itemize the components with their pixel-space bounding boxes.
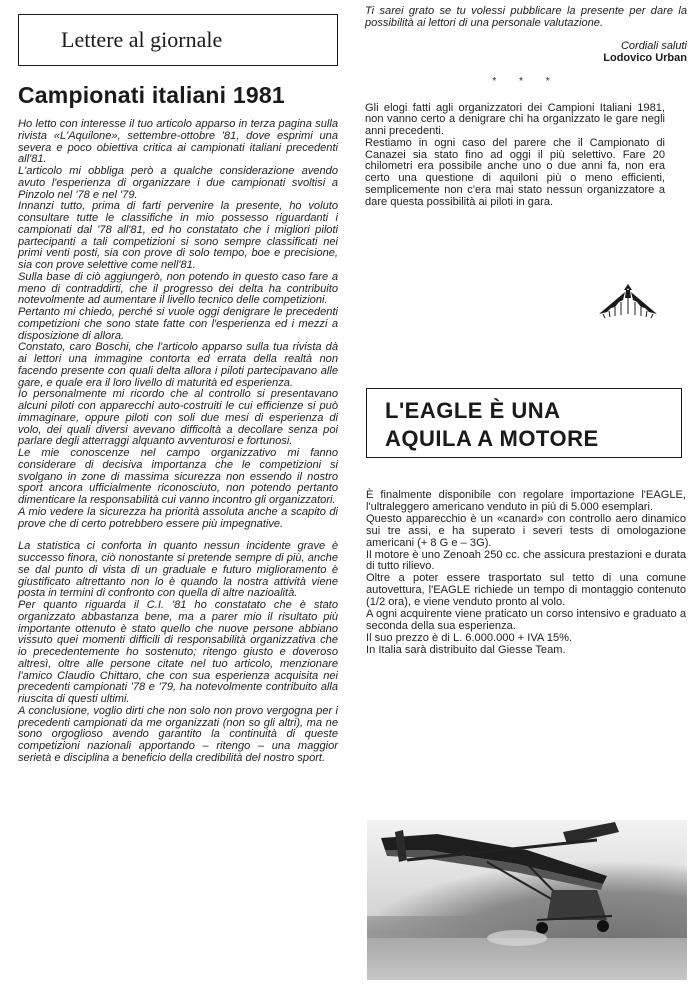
closing-greeting: Cordiali saluti [620,39,687,52]
letter-closing-paragraph: Ti sarei grato se tu volessi pubblicare la presente per dare la possibilità ai lettori di una personale valutazione. [365,5,687,29]
ultralight-aircraft-icon [367,820,687,980]
letter-paragraph: La statistica ci conforta in quanto nessun incidente grave è successo finora, ciò nonostante si pretende sempre di più, anche se dal punto di vista di un graduale e futuro miglioramento è giustificato altrettanto non lo è quando la nostra attività viene posta in termini di confronto con quella di altre nazioalità. [18,540,338,600]
reply-paragraph: Restiamo in ogni caso del parere che il Campionato di Canazei sia stato fino ad oggi il più selettivo. Fare 20 chilometri era possibile anche uno o due anni fa, non era certo una questione di aquiloni più o meno efficienti, semplicemente non c'era mai stato nessun organizzatore a dare questa possibilità ai piloti in gara. [365,136,665,208]
separator-stars: * * * [492,75,560,87]
letter-paragraph: Ho letto con interesse il tuo articolo apparso in terza pagina sulla rivista «L'Aquilone», settembre-ottobre '81, dove esprimi una severa e poco obiettiva critica ai campionati italiani precedenti all'81. [18,118,338,166]
eagle-ultralight-photo [367,820,687,980]
letter-body [18,119,338,765]
eagle-title-box [366,388,682,458]
letter-paragraph: A mio vedere la sicurezza ha priorità assoluta anche a scapito di prove che di certo potrebbero essere più impegnative. [18,505,338,530]
eagle-article [366,490,686,657]
section-title: Lettere al giornale [61,27,223,52]
letter-signature-block [365,40,687,64]
eagle-paragraph: A ogni acquirente viene praticato un corso intensivo e graduato a seconda della sua esperienza. [366,608,686,632]
left-column [18,14,338,765]
letter-tail [365,6,687,30]
signature-name: Lodovico Urban [603,51,687,64]
letter-paragraph: Pertanto mi chiedo, perché si vuole oggi denigrare le precedenti competizioni che sono state fatte con l'esperienza ed i mezzi a disposizione di allora. [18,306,338,342]
right-column [365,6,687,208]
letter-paragraph: L'articolo mi obbliga però a qualche considerazione avendo avuto l'esperienza di organizzare i due campionati svoltisi a Pinzolo nel '78 e nel '79. [18,165,338,201]
eagle-paragraph: Il suo prezzo è di L. 6.000.000 + IVA 15%. [366,631,573,644]
eagle-title-line2: AQUILA A MOTORE [385,426,599,451]
letter-paragraph: Constato, caro Boschi, che l'articolo apparso sulla tua rivista dà ai lettori una immagine contorta ed errata della realtà non facendo presente con quali delta allora i piloti partecipavano alle gare, e quale era il loro livello di maturità ed esperienza. [18,341,338,389]
letter-headline: Campionati italiani 1981 [18,82,285,108]
eagle-title-line1: L'EAGLE È UNA [385,398,561,423]
editor-reply [365,103,665,209]
letter-paragraph: Le mie conoscenze nel campo organizzativo mi fanno considerare di decisiva importanza che le competizioni si svolgano in zone di massima sicurezza non essendo il nostro sport ancora ufficialmente riconosciuto, non potendo pertanto dimenticare la responsabilità cui vanno incontro gli organizzatori. [18,447,338,506]
eagle-paragraph: Questo apparecchio è un «canard» con controllo aero dinamico sui tre assi, e ha superato i severi tests di omologazione americani (+ 8 G e – 3G). [366,512,686,549]
letter-paragraph: Per quanto riguarda il C.I. '81 ho constatato che è stato organizzato abbastanza bene, ma a parer mio il risultato più importante ottenuto è stato quello che nuove persone abbiano vissuto quei momenti difficili di responsabilità organizzativa che io precedentemente ho sostenuto; ritengo giusto e doveroso altresì, oltre alle persone citate nel tuo articolo, menzionare l'amico Claudio Chittaro, che con sua esperienza acquisita nei precedenti campionati '78 e '79, ha notevolmente contribuito alla riuscita di questi ultimi. [18,599,338,705]
section-title-box [18,14,338,66]
eagle-paragraph: Oltre a poter essere trasportato sul tetto di una comune autovettura, l'EAGLE richiede un tempo di montaggio contenuto (1/2 ora), e viene venduto pronto al volo. [366,572,686,609]
letter-paragraph: Io personalmente mi ricordo che al controllo si presentavano alcuni piloti con apparecchi auto-costruiti le cui efficienze si può immaginare, oppure piloti con soli due mesi di esperienza di volo, dei quali diversi avevano difficoltà a decollare senza poi parlare degli atterraggi alquanto avventurosi e fortunosi. [18,388,338,448]
letter-paragraph: Sulla base di ciò aggiungerò, non potendo in questo caso fare a meno di contraddirti, che il progresso dei delta ha contribuito notevolmente ad aumentare il livello tecnico delle competizioni. [18,270,338,307]
letter-paragraph: Innanzi tutto, prima di farti pervenire la presente, ho voluto consultare tutte le classifiche in mio possesso riguardanti i campionati dal '78 all'81, ed ho constatato che i migliori piloti partecipanti a tali competizioni si sono sempre classificati nei primi venti posti, sia con prove di solo tempo, boe e precisione, sia con prove selettive come nell'81. [18,200,338,271]
eagle-logo-icon [597,280,657,326]
reply-paragraph: Gli elogi fatti agli organizzatori dei Campioni Italiani 1981, non vanno certo a denigrare chi ha organizzato le gare negli anni precedenti. [365,101,665,137]
eagle-paragraph: In Italia sarà distribuito dal Giesse Team. [366,643,566,656]
eagle-paragraph: Il motore è uno Zenoah 250 cc. che assicura prestazioni e durata di tutto rilievo. [366,548,686,573]
letter-paragraph: A conclusione, voglio dirti che non solo non provo vergogna per i precedenti campionati da me organizzati (non so gli altri), ma ne sono orgoglioso avendo garantito la continuità di queste competizioni nazionali apportando – ritengo – una maggior serietà e disciplina a beneficio della credibilità del nostro sport. [18,704,338,764]
eagle-paragraph: È finalmente disponibile con regolare importazione l'EAGLE, l'ultraleggero americano venduto in più di 5.000 esemplari. [366,489,686,513]
